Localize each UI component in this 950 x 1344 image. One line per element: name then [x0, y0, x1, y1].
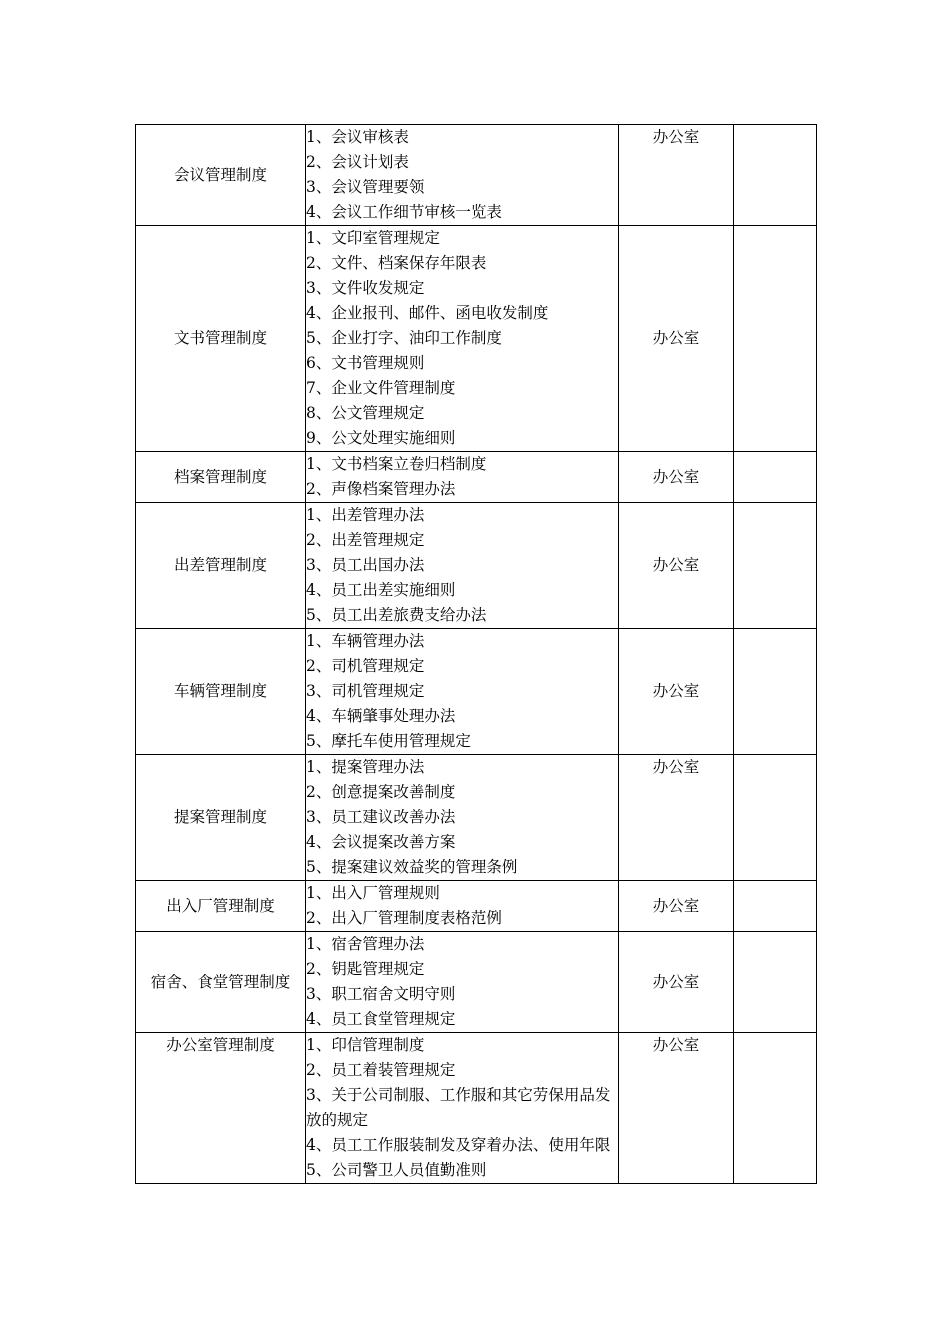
department-cell: 办公室 — [619, 1033, 734, 1184]
list-item: 4、员工食堂管理规定 — [306, 1010, 456, 1028]
list-item: 3、员工出国办法 — [306, 556, 425, 574]
list-item: 1、宿舍管理办法 — [306, 935, 425, 953]
items-cell — [306, 755, 619, 881]
table-row — [136, 755, 817, 881]
empty-cell — [734, 932, 817, 1033]
list-item: 1、提案管理办法 — [306, 758, 425, 776]
list-item: 3、文件收发规定 — [306, 279, 425, 297]
empty-cell — [734, 125, 817, 226]
items-cell — [306, 452, 619, 503]
table-row — [136, 1033, 817, 1184]
list-item: 4、员工出差实施细则 — [306, 581, 456, 599]
list-item: 3、职工宿舍文明守则 — [306, 985, 456, 1003]
table-row — [136, 932, 817, 1033]
table-row — [136, 881, 817, 932]
items-cell — [306, 125, 619, 226]
list-item: 1、会议审核表 — [306, 128, 409, 146]
items-cell — [306, 932, 619, 1033]
empty-cell — [734, 452, 817, 503]
list-item: 9、公文处理实施细则 — [306, 429, 456, 447]
empty-cell — [734, 503, 817, 629]
list-item: 1、出入厂管理规则 — [306, 884, 440, 902]
list-item: 2、司机管理规定 — [306, 657, 425, 675]
list-item: 3、会议管理要领 — [306, 178, 425, 196]
list-item: 3、司机管理规定 — [306, 682, 425, 700]
list-item: 1、文印室管理规定 — [306, 229, 440, 247]
table-row — [136, 629, 817, 755]
department-cell: 办公室 — [619, 125, 734, 226]
list-item: 4、车辆肇事处理办法 — [306, 707, 456, 725]
category-cell: 会议管理制度 — [136, 125, 306, 226]
department-cell: 办公室 — [619, 629, 734, 755]
category-cell: 车辆管理制度 — [136, 629, 306, 755]
category-cell: 出差管理制度 — [136, 503, 306, 629]
list-item: 2、出入厂管理制度表格范例 — [306, 909, 502, 927]
list-item: 1、车辆管理办法 — [306, 632, 425, 650]
list-item: 2、会议计划表 — [306, 153, 409, 171]
empty-cell — [734, 881, 817, 932]
items-cell — [306, 629, 619, 755]
list-item: 1、出差管理办法 — [306, 506, 425, 524]
list-item: 2、文件、档案保存年限表 — [306, 254, 487, 272]
empty-cell — [734, 1033, 817, 1184]
category-cell: 提案管理制度 — [136, 755, 306, 881]
items-cell — [306, 226, 619, 452]
table-row — [136, 503, 817, 629]
category-cell: 办公室管理制度 — [136, 1033, 306, 1184]
category-cell: 宿舍、食堂管理制度 — [136, 932, 306, 1033]
list-item: 2、声像档案管理办法 — [306, 480, 456, 498]
department-cell: 办公室 — [619, 932, 734, 1033]
list-item: 4、会议提案改善方案 — [306, 833, 456, 851]
list-item: 1、文书档案立卷归档制度 — [306, 455, 487, 473]
department-cell: 办公室 — [619, 452, 734, 503]
items-cell — [306, 1033, 619, 1184]
regulations-table — [135, 124, 817, 1184]
table-row — [136, 226, 817, 452]
list-item: 3、员工建议改善办法 — [306, 808, 456, 826]
list-item: 3、关于公司制服、工作服和其它劳保用品发放的规定 — [306, 1086, 611, 1129]
items-cell — [306, 881, 619, 932]
list-item: 5、企业打字、油印工作制度 — [306, 329, 502, 347]
list-item: 4、员工工作服装制发及穿着办法、使用年限 — [306, 1136, 611, 1154]
table-row — [136, 452, 817, 503]
list-item: 4、企业报刊、邮件、函电收发制度 — [306, 304, 549, 322]
list-item: 5、摩托车使用管理规定 — [306, 732, 471, 750]
list-item: 2、创意提案改善制度 — [306, 783, 456, 801]
list-item: 8、公文管理规定 — [306, 404, 425, 422]
list-item: 2、出差管理规定 — [306, 531, 425, 549]
department-cell: 办公室 — [619, 226, 734, 452]
list-item: 4、会议工作细节审核一览表 — [306, 203, 502, 221]
category-cell: 文书管理制度 — [136, 226, 306, 452]
list-item: 6、文书管理规则 — [306, 354, 425, 372]
list-item: 1、印信管理制度 — [306, 1036, 425, 1054]
empty-cell — [734, 226, 817, 452]
department-cell: 办公室 — [619, 503, 734, 629]
category-cell: 档案管理制度 — [136, 452, 306, 503]
list-item: 5、公司警卫人员值勤准则 — [306, 1161, 487, 1179]
table-row — [136, 125, 817, 226]
list-item: 7、企业文件管理制度 — [306, 379, 456, 397]
items-cell — [306, 503, 619, 629]
category-cell: 出入厂管理制度 — [136, 881, 306, 932]
department-cell: 办公室 — [619, 881, 734, 932]
list-item: 2、钥匙管理规定 — [306, 960, 425, 978]
empty-cell — [734, 629, 817, 755]
empty-cell — [734, 755, 817, 881]
list-item: 5、员工出差旅费支给办法 — [306, 606, 487, 624]
list-item: 2、员工着装管理规定 — [306, 1061, 456, 1079]
department-cell: 办公室 — [619, 755, 734, 881]
list-item: 5、提案建议效益奖的管理条例 — [306, 858, 518, 876]
